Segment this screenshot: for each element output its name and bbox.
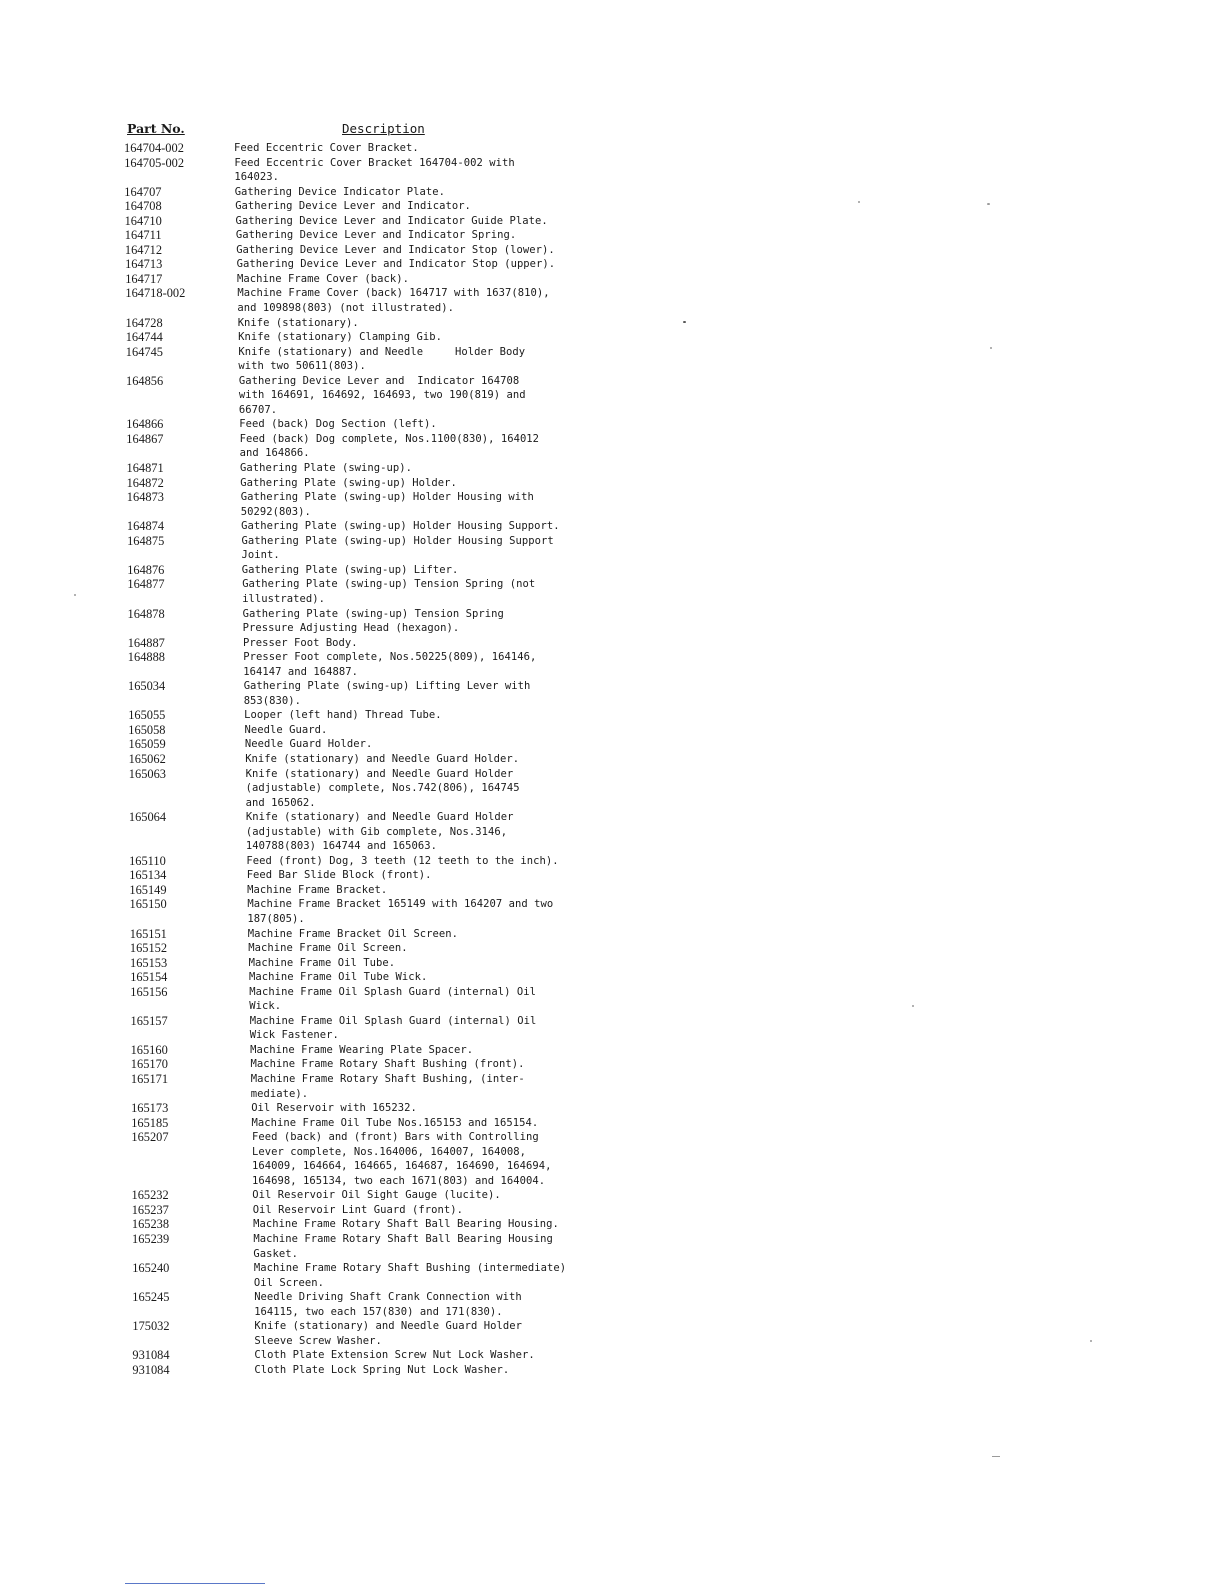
part-number: 164874 <box>126 519 165 534</box>
description-line: Presser Foot complete, Nos.50225(809), 164146, <box>243 651 537 664</box>
part-number: 165245 <box>132 1290 170 1305</box>
part-number: 164875 <box>127 533 165 548</box>
description-line: Machine Frame Bracket 165149 with 164207 and two <box>247 898 554 911</box>
description-line: Looper (left hand) Thread Tube. <box>244 709 442 722</box>
part-number: 164888 <box>127 650 165 665</box>
part-description <box>239 374 684 418</box>
description-line: Feed Bar Slide Block (front). <box>246 869 432 882</box>
description-line: Cloth Plate Lock Spring Nut Lock Washer. <box>254 1363 510 1376</box>
parts-row <box>124 141 684 156</box>
description-line: Feed (front) Dog, 3 teeth (12 teeth to the inch). <box>246 854 559 867</box>
part-number: 931084 <box>132 1362 170 1377</box>
part-description <box>250 1014 684 1043</box>
description-line: Lever complete, Nos.164006, 164007, 164008, <box>251 1145 526 1158</box>
part-number: 164876 <box>127 562 165 577</box>
part-description <box>237 286 684 315</box>
part-number: 931084 <box>132 1348 170 1363</box>
part-description <box>254 1363 684 1378</box>
parts-row <box>124 970 684 985</box>
parts-row <box>124 1290 684 1319</box>
parts-row <box>124 228 684 243</box>
parts-row <box>124 1057 684 1072</box>
scan-speck <box>1090 1340 1092 1342</box>
part-number: 165062 <box>128 751 166 766</box>
parts-row <box>124 883 684 898</box>
part-number: 165034 <box>128 679 166 694</box>
scan-speck <box>990 347 992 349</box>
description-line: Knife (stationary) and Needle Guard Holder <box>245 767 514 780</box>
part-description <box>245 752 684 767</box>
part-number: 165173 <box>131 1101 169 1116</box>
part-number: 165156 <box>130 984 168 999</box>
part-number: 165207 <box>131 1130 169 1145</box>
description-line: 164147 and 164887. <box>243 665 358 678</box>
description-line: Feed (back) and (front) Bars with Controlling <box>251 1131 539 1144</box>
part-number: 164713 <box>125 257 163 272</box>
part-description <box>242 577 684 606</box>
description-line: Gathering Device Lever and Indicator 164708 <box>238 374 520 387</box>
part-description <box>247 883 684 898</box>
parts-row <box>124 156 684 185</box>
parts-row <box>124 185 684 200</box>
parts-row <box>124 1188 684 1203</box>
description-line: Machine Frame Oil Screen. <box>248 942 408 955</box>
description-line: Feed Eccentric Cover Bracket 164704-002 with <box>234 156 515 169</box>
description-line: 164009, 164664, 164665, 164687, 164690, 164694, <box>251 1160 552 1173</box>
part-number: 165232 <box>131 1188 169 1203</box>
description-line: and 165062. <box>245 796 316 809</box>
description-line: Machine Frame Bracket. <box>247 883 388 896</box>
part-number: 164856 <box>126 373 164 388</box>
part-description <box>241 490 684 519</box>
description-line: Gathering Plate (swing-up). <box>240 462 413 475</box>
description-line: Machine Frame Rotary Shaft Ball Bearing Housing <box>253 1233 553 1246</box>
part-description <box>241 519 684 534</box>
description-line: Knife (stationary) and Needle Holder Body <box>238 345 526 358</box>
description-line: Feed (back) Dog Section (left). <box>239 418 437 431</box>
part-description <box>235 214 684 229</box>
part-number: 165153 <box>130 955 168 970</box>
description-line: Feed (back) Dog complete, Nos.1100(830), 164012 <box>239 432 540 445</box>
parts-row <box>124 374 684 418</box>
description-line: Gathering Plate (swing-up) Holder Housing Support <box>241 534 554 547</box>
part-number: 165237 <box>131 1202 169 1217</box>
part-description <box>253 1217 684 1232</box>
part-number: 165154 <box>130 970 168 985</box>
part-description <box>254 1290 684 1319</box>
description-line: 140788(803) 164744 and 165063. <box>245 840 438 853</box>
part-number: 164711 <box>124 228 162 243</box>
description-line: Cloth Plate Extension Screw Nut Lock Washer. <box>254 1349 535 1362</box>
description-line: Gasket. <box>253 1247 298 1260</box>
description-line: Needle Guard. <box>244 723 328 736</box>
parts-row <box>124 519 684 534</box>
description-line: Feed Eccentric Cover Bracket. <box>234 142 419 154</box>
part-description <box>251 1116 684 1131</box>
part-number: 164710 <box>124 213 162 228</box>
parts-row <box>124 650 684 679</box>
description-line: 164698, 165134, two each 1671(803) and 164004. <box>251 1174 546 1187</box>
part-description <box>250 1057 684 1072</box>
description-line: 66707. <box>238 403 278 416</box>
part-number: 164744 <box>125 330 163 345</box>
parts-row <box>124 286 684 315</box>
part-description <box>237 272 684 287</box>
description-line: Knife (stationary) and Needle Guard Holder <box>254 1320 522 1333</box>
description-line: Knife (stationary) and Needle Guard Holder. <box>245 752 520 765</box>
part-description <box>236 228 684 243</box>
parts-row <box>124 897 684 926</box>
description-line: Presser Foot Body. <box>242 636 358 649</box>
parts-row <box>124 752 684 767</box>
description-line: Gathering Device Lever and Indicator. <box>235 200 471 213</box>
parts-row <box>124 767 684 811</box>
part-number: 164745 <box>125 344 163 359</box>
part-number: 164705-002 <box>124 155 185 170</box>
description-line: Gathering Device Lever and Indicator Guide Plate. <box>235 214 548 227</box>
part-number: 165239 <box>132 1232 170 1247</box>
parts-row <box>124 257 684 272</box>
part-number: 164867 <box>126 431 164 446</box>
parts-row <box>124 1217 684 1232</box>
description-line: Machine Frame Rotary Shaft Bushing (intermediate) <box>253 1262 567 1275</box>
parts-row <box>124 199 684 214</box>
scan-speck <box>858 201 860 203</box>
part-number: 164873 <box>126 490 164 505</box>
part-description <box>240 476 684 491</box>
part-number: 164872 <box>126 475 164 490</box>
parts-row <box>124 534 684 563</box>
parts-row <box>124 345 684 374</box>
parts-row <box>124 577 684 606</box>
description-line: Machine Frame Oil Splash Guard (internal) Oil <box>249 985 537 998</box>
table-header <box>127 121 727 139</box>
description-line: Oil Screen. <box>253 1276 324 1289</box>
part-description <box>254 1261 684 1290</box>
parts-row <box>124 1101 684 1116</box>
part-description <box>250 1043 684 1058</box>
part-description <box>234 141 684 156</box>
description-line: Knife (stationary) and Needle Guard Holder <box>245 811 514 824</box>
parts-row <box>124 490 684 519</box>
description-line: mediate). <box>250 1087 309 1100</box>
description-line: Gathering Plate (swing-up) Tension Spring (not <box>242 578 536 591</box>
part-description <box>239 417 684 432</box>
part-number: 164887 <box>127 635 165 650</box>
description-line: Sleeve Screw Washer. <box>254 1334 382 1347</box>
scan-speck <box>912 1005 914 1007</box>
parts-row <box>124 1072 684 1101</box>
part-description <box>253 1232 684 1261</box>
part-description <box>238 330 684 345</box>
parts-row <box>124 243 684 258</box>
part-description <box>251 1101 684 1116</box>
part-description <box>238 316 684 331</box>
part-description <box>249 956 684 971</box>
part-description <box>249 985 684 1014</box>
description-line: 853(830). <box>243 694 302 707</box>
parts-row <box>124 476 684 491</box>
part-description <box>244 708 684 723</box>
parts-list <box>124 141 684 1377</box>
scan-speck <box>992 1456 1000 1457</box>
description-line: Gathering Plate (swing-up) Tension Spring <box>242 607 504 620</box>
part-description <box>236 243 684 258</box>
description-line: illustrated). <box>242 592 326 605</box>
parts-row <box>124 956 684 971</box>
part-description <box>248 927 684 942</box>
part-description <box>244 679 684 708</box>
part-no-heading: Part No. <box>127 121 185 136</box>
parts-row <box>124 854 684 869</box>
part-description <box>246 854 684 869</box>
part-description <box>247 868 684 883</box>
description-line: 187(805). <box>247 912 305 925</box>
part-description <box>243 636 684 651</box>
part-number: 164718-002 <box>125 286 186 301</box>
part-description <box>241 534 684 563</box>
part-number: 165059 <box>128 737 166 752</box>
part-number: 164704-002 <box>124 141 184 155</box>
parts-row <box>124 708 684 723</box>
part-number: 164712 <box>124 242 163 257</box>
description-line: and 109898(803) (not illustrated). <box>237 302 455 315</box>
parts-row <box>124 1130 684 1188</box>
description-line: Gathering Plate (swing-up) Holder. <box>240 476 457 489</box>
parts-row <box>124 737 684 752</box>
scan-speck <box>683 321 686 323</box>
description-line: Needle Guard Holder. <box>244 738 373 751</box>
description-line: Gathering Device Lever and Indicator Stop (upper). <box>236 258 556 271</box>
part-number: 164708 <box>124 199 162 214</box>
description-line: Knife (stationary) Clamping Gib. <box>238 331 442 344</box>
part-number: 165058 <box>128 722 166 737</box>
description-line: Machine Frame Rotary Shaft Ball Bearing Housing. <box>253 1218 559 1231</box>
part-description <box>235 199 684 214</box>
part-number: 164871 <box>126 461 164 476</box>
part-number: 165150 <box>129 897 167 912</box>
part-description <box>243 650 684 679</box>
description-line: Joint. <box>241 549 280 562</box>
parts-row <box>124 636 684 651</box>
description-line: Oil Reservoir with 165232. <box>251 1102 417 1115</box>
parts-row <box>124 927 684 942</box>
description-line: Gathering Plate (swing-up) Lifting Lever with <box>243 680 531 693</box>
parts-row <box>124 1116 684 1131</box>
description-line: Wick. <box>249 1000 282 1013</box>
part-number: 165152 <box>129 941 168 956</box>
part-number: 164707 <box>124 184 162 199</box>
parts-row <box>124 723 684 738</box>
description-line: 164115, two each 157(830) and 171(830). <box>254 1305 503 1318</box>
part-description <box>242 563 684 578</box>
description-line: Machine Frame Oil Tube Nos.165153 and 165154. <box>251 1116 539 1129</box>
part-number: 165185 <box>131 1115 169 1130</box>
description-line: Needle Driving Shaft Crank Connection with <box>254 1291 522 1304</box>
part-number: 175032 <box>132 1319 170 1334</box>
parts-row <box>124 679 684 708</box>
part-description <box>254 1319 684 1348</box>
description-line: 164023. <box>234 171 279 184</box>
part-number: 165055 <box>128 708 166 723</box>
part-description <box>237 257 684 272</box>
part-description <box>240 432 684 461</box>
description-line: Knife (stationary). <box>237 316 359 329</box>
parts-row <box>124 432 684 461</box>
parts-row <box>124 461 684 476</box>
parts-row <box>124 941 684 956</box>
part-number: 165170 <box>130 1057 168 1072</box>
description-line: 50292(803). <box>240 505 311 518</box>
parts-row <box>124 868 684 883</box>
parts-row <box>124 563 684 578</box>
description-line: Gathering Device Lever and Indicator Spring. <box>235 229 517 242</box>
part-number: 164728 <box>125 315 163 330</box>
part-number: 164878 <box>127 606 165 621</box>
description-line: Machine Frame Oil Tube. <box>248 956 396 969</box>
part-description <box>234 156 684 185</box>
description-line: Gathering Plate (swing-up) Holder Housing Support. <box>241 520 560 533</box>
description-line: Gathering Device Lever and Indicator Stop (lower). <box>236 243 555 256</box>
description-line: and 164866. <box>239 447 310 460</box>
part-description <box>247 897 684 926</box>
part-description <box>235 185 684 200</box>
part-number: 165151 <box>129 926 167 941</box>
parts-row <box>124 417 684 432</box>
parts-row <box>124 1203 684 1218</box>
part-number: 164866 <box>126 417 164 432</box>
part-description <box>238 345 684 374</box>
part-description <box>248 941 684 956</box>
parts-row <box>124 1261 684 1290</box>
part-description <box>244 723 684 738</box>
part-description <box>246 767 684 811</box>
description-line: Gathering Plate (swing-up) Holder Housing with <box>240 491 534 504</box>
description-line: (adjustable) complete, Nos.742(806), 164745 <box>245 782 520 795</box>
description-line: Machine Frame Oil Splash Guard (internal) Oil <box>249 1014 537 1027</box>
part-description <box>246 810 684 854</box>
part-description <box>245 737 684 752</box>
description-line: Gathering Device Indicator Plate. <box>234 185 445 198</box>
description-line: Oil Reservoir Lint Guard (front). <box>252 1203 463 1216</box>
part-number: 165160 <box>130 1042 168 1057</box>
parts-row <box>124 330 684 345</box>
part-description <box>243 607 684 636</box>
parts-row <box>124 1348 684 1363</box>
part-number: 164877 <box>127 577 165 592</box>
description-line: Machine Frame Bracket Oil Screen. <box>247 927 459 940</box>
scan-speck <box>987 203 990 205</box>
part-number: 165064 <box>128 810 167 825</box>
part-description <box>249 970 684 985</box>
part-number: 165149 <box>129 882 167 897</box>
part-description <box>240 461 684 476</box>
description-line: Oil Reservoir Oil Sight Gauge (lucite). <box>252 1189 501 1202</box>
part-number: 165157 <box>130 1013 168 1028</box>
parts-row <box>124 272 684 287</box>
description-line: Pressure Adjusting Head (hexagon). <box>242 622 460 635</box>
description-line: Machine Frame Oil Tube Wick. <box>248 971 428 984</box>
parts-row <box>124 607 684 636</box>
parts-row <box>124 985 684 1014</box>
part-number: 164717 <box>125 271 163 286</box>
description-line: Machine Frame Rotary Shaft Bushing, (inter- <box>250 1073 525 1085</box>
description-line: Machine Frame Wearing Plate Spacer. <box>250 1043 474 1056</box>
part-number: 165134 <box>129 868 167 883</box>
description-line: Machine Frame Cover (back). <box>236 272 410 285</box>
part-number: 165110 <box>129 853 166 868</box>
description-line: with 164691, 164692, 164693, two 190(819) and <box>238 389 526 402</box>
description-line: (adjustable) with Gib complete, Nos.3146, <box>245 825 508 838</box>
part-description <box>252 1130 684 1188</box>
scan-speck <box>74 594 76 596</box>
parts-row <box>124 1363 684 1378</box>
description-line: Gathering Plate (swing-up) Lifter. <box>241 563 459 576</box>
parts-row <box>124 1319 684 1348</box>
parts-row <box>124 214 684 229</box>
description-line: Machine Frame Rotary Shaft Bushing (front). <box>250 1058 525 1071</box>
description-heading: Description <box>342 121 425 136</box>
part-description <box>251 1072 684 1101</box>
parts-row <box>124 810 684 854</box>
parts-row <box>124 1043 684 1058</box>
part-number: 165063 <box>128 766 166 781</box>
description-line: Machine Frame Cover (back) 164717 with 1637(810), <box>237 287 550 300</box>
part-number: 165238 <box>131 1217 170 1232</box>
description-line: with two 50611(803). <box>238 360 366 373</box>
parts-row <box>124 316 684 331</box>
parts-row <box>124 1232 684 1261</box>
part-number: 165171 <box>130 1072 169 1086</box>
part-description <box>253 1203 684 1218</box>
description-line: Wick Fastener. <box>249 1029 339 1042</box>
part-description <box>252 1188 684 1203</box>
parts-row <box>124 1014 684 1043</box>
part-number: 165240 <box>132 1261 170 1276</box>
bottom-link-underline <box>125 1583 265 1584</box>
part-description <box>254 1348 684 1363</box>
